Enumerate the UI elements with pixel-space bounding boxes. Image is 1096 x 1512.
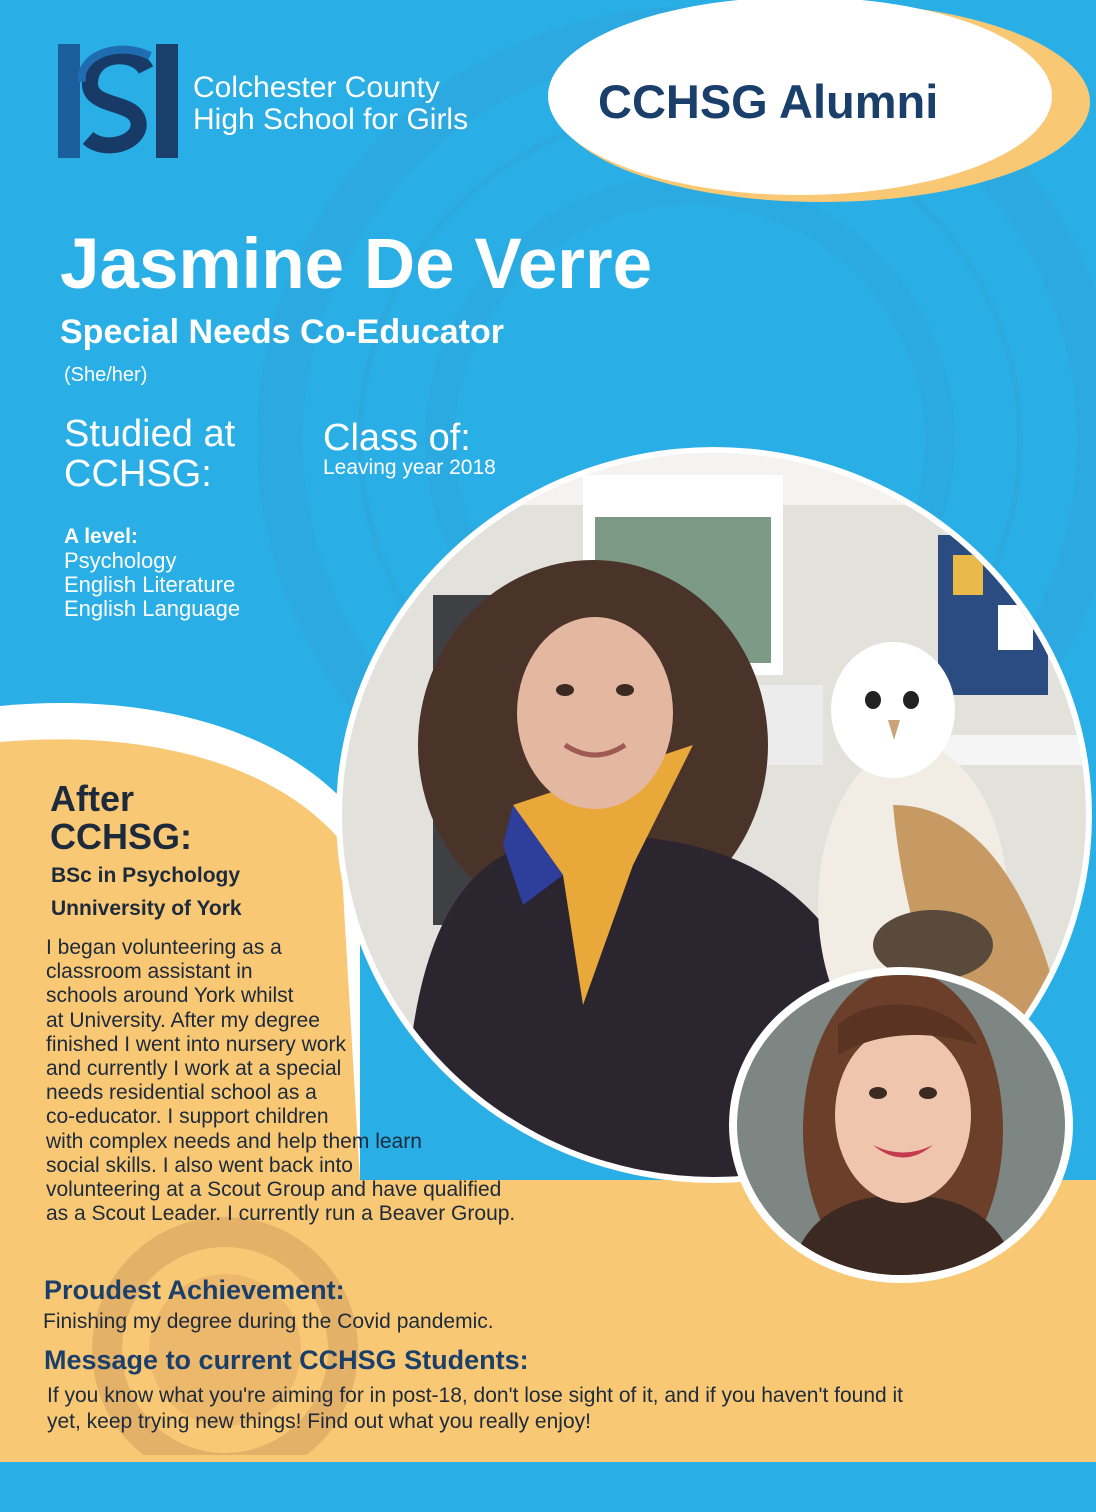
proudest-text: Finishing my degree during the Covid pandemic.: [43, 1310, 494, 1333]
proudest-heading: Proudest Achievement:: [44, 1275, 345, 1305]
story-line: schools around York whilst: [46, 984, 294, 1008]
story-line: classroom assistant in: [46, 960, 253, 984]
degree: BSc in Psychology: [51, 864, 241, 887]
story-line: finished I went into nursery work: [46, 1032, 346, 1056]
message-line1: If you know what you're aiming for in post-18, don't lose sight of it, and if you haven't found it: [47, 1384, 904, 1407]
alumna-name: Jasmine De Verre: [60, 225, 653, 304]
alumna-role: Special Needs Co-Educator: [60, 313, 505, 351]
school-logo-icon: [58, 42, 180, 160]
message-line2: yet, keep trying new things! Find out what you really enjoy!: [47, 1410, 591, 1433]
after-heading-line1: After: [50, 778, 135, 819]
subject-item: Psychology: [64, 548, 177, 573]
university: Unniversity of York: [51, 897, 242, 920]
story-line: at University. After my degree: [46, 1008, 320, 1032]
after-story: [46, 936, 515, 1226]
story-line: volunteering at a Scout Group and have qualified: [46, 1178, 502, 1202]
portrait-photo: [728, 965, 1074, 1285]
story-line: social skills. I also went back into: [46, 1153, 353, 1177]
story-line: needs residential school as a: [46, 1081, 317, 1105]
story-line: as a Scout Leader. I currently run a Beaver Group.: [46, 1202, 516, 1226]
story-line: and currently I work at a special: [46, 1057, 342, 1081]
school-name-line2: High School for Girls: [193, 103, 469, 136]
after-heading-line2: CCHSG:: [50, 816, 192, 857]
school-name-line1: Colchester County: [193, 71, 440, 104]
a-level-label: A level:: [64, 525, 138, 548]
alumna-pronouns: (She/her): [64, 364, 148, 386]
story-line: with complex needs and help them learn: [46, 1129, 422, 1153]
alumni-badge-title: CCHSG Alumni: [598, 75, 939, 128]
story-line: I began volunteering as a: [46, 936, 282, 959]
story-line: co-educator. I support children: [46, 1105, 329, 1129]
class-of-heading: Class of:: [323, 417, 471, 459]
studied-heading-line2: CCHSG:: [64, 453, 212, 495]
message-heading: Message to current CCHSG Students:: [44, 1345, 529, 1375]
subject-item: English Language: [64, 596, 241, 621]
subject-item: English Literature: [64, 572, 236, 597]
leaving-year: Leaving year 2018: [323, 456, 496, 479]
studied-heading-line1: Studied at: [64, 413, 236, 455]
